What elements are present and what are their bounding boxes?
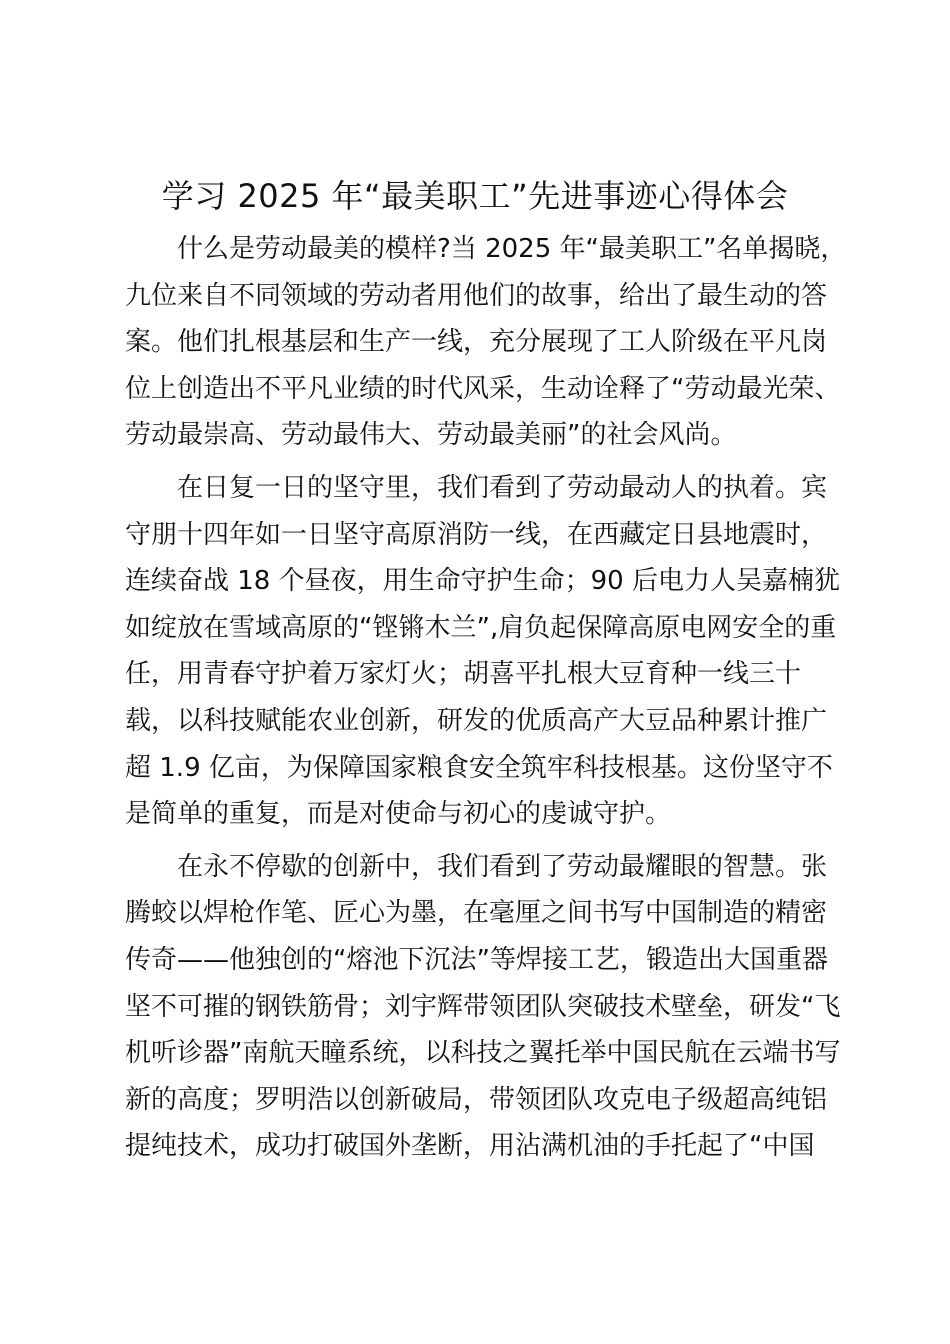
paragraph-2-line-2: 守朋十四年如一日坚守高原消防一线，在西藏定日县地震时， (125, 519, 828, 550)
paragraph-1-line-5: 劳动最崇高、劳动最伟大、劳动最美丽”的社会风尚。 (125, 420, 737, 451)
document-body (125, 226, 847, 1170)
paragraph-2-line-4: 如绽放在雪域高原的“铿锵木兰”,肩负起保障高原电网安全的重 (125, 612, 837, 643)
paragraph-3-line-6: 新的高度；罗明浩以创新破局，带领团队攻克电子级超高纯铝 (125, 1084, 828, 1115)
paragraph-1-line-2: 九位来自不同领域的劳动者用他们的故事，给出了最生动的答 (125, 280, 828, 311)
paragraph-2-line-3: 连续奋战 18 个昼夜，用生命守护生命；90 后电力人吴嘉楠犹 (125, 566, 840, 597)
document-title: 学习 2025 年“最美职工”先进事迹心得体会 (161, 177, 789, 215)
paragraph-1-line-4: 位上创造出不平凡业绩的时代风采，生动诠释了“劳动最光荣、 (125, 373, 841, 404)
paragraph-1-line-3: 案。他们扎根基层和生产一线，充分展现了工人阶级在平凡岗 (125, 327, 828, 358)
paragraph-2-line-8: 是简单的重复，而是对使命与初心的虔诚守护。 (125, 799, 672, 830)
paragraph-3-line-3: 传奇——他独创的“熔池下沉法”等焊接工艺，锻造出大国重器 (125, 944, 828, 975)
paragraph-3-line-1: 在永不停歇的创新中，我们看到了劳动最耀眼的智慧。张 (177, 851, 828, 882)
paragraph-2-line-5: 任，用青春守护着万家灯火；胡喜平扎根大豆育种一线三十 (125, 659, 802, 690)
paragraph-2-line-6: 载，以科技赋能农业创新，研发的优质高产大豆品种累计推广 (125, 705, 828, 736)
paragraph-2-line-1: 在日复一日的坚守里，我们看到了劳动最动人的执着。宾 (177, 472, 828, 503)
paragraph-3-line-7: 提纯技术，成功打破国外垄断，用沾满机油的手托起了“中国 (125, 1131, 815, 1162)
paragraph-3-line-2: 腾蛟以焊枪作笔、匠心为墨，在毫厘之间书写中国制造的精密 (125, 898, 828, 929)
paragraph-3-line-5: 机听诊器”南航天瞳系统，以科技之翼托举中国民航在云端书写 (125, 1038, 841, 1069)
paragraph-1-line-1: 什么是劳动最美的模样?当 2025 年“最美职工”名单揭晓， (177, 234, 847, 264)
paragraph-2-line-7: 超 1.9 亿亩，为保障国家粮食安全筑牢科技根基。这份坚守不 (125, 752, 833, 783)
paragraph-3-line-4: 坚不可摧的钢铁筋骨；刘宇辉带领团队突破技术壁垒，研发“飞 (125, 991, 841, 1022)
